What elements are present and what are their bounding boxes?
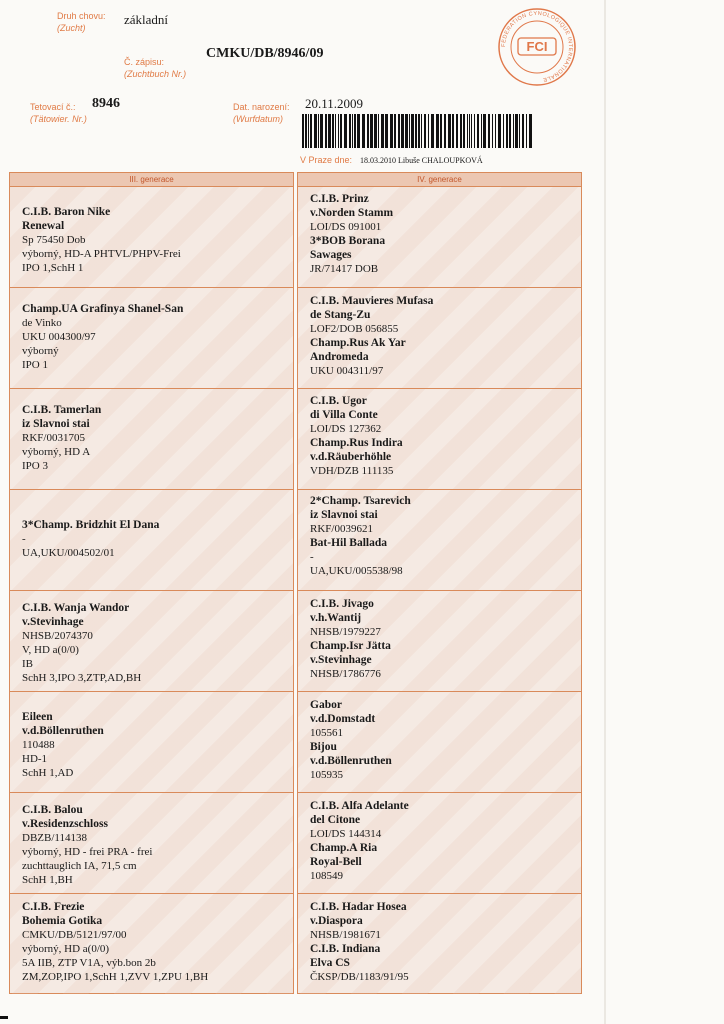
ancestor-line: v.h.Wantij xyxy=(310,612,362,624)
barcode-bar xyxy=(362,114,365,148)
barcode-bar xyxy=(314,114,317,148)
barcode-bar xyxy=(492,114,493,148)
barcode-bar xyxy=(340,114,342,148)
left-ancestor-cell xyxy=(10,287,293,388)
right-ancestor-cell xyxy=(298,186,581,287)
barcode-bar xyxy=(448,114,451,148)
barcode-bar xyxy=(367,114,369,148)
ancestor-line: HD-1 xyxy=(22,753,48,765)
column-header-generation-4: IV. generace xyxy=(298,173,581,187)
ancestor-line: v.Residenzschloss xyxy=(22,818,108,830)
barcode-bar xyxy=(390,114,393,148)
ancestor-line: NHSB/2074370 xyxy=(22,630,93,642)
barcode-bar xyxy=(483,114,486,148)
ancestor-line: C.I.B. Tamerlan xyxy=(22,404,102,416)
barcode-bar xyxy=(477,114,479,148)
ancestor-line: 108549 xyxy=(310,870,343,882)
barcode-bar xyxy=(424,114,426,148)
barcode-bar xyxy=(310,114,312,148)
barcode-bar xyxy=(519,114,520,148)
tetovaci-value: 8946 xyxy=(92,96,120,111)
ancestor-line: Champ.Rus Indira xyxy=(310,437,403,449)
ancestor-line: - xyxy=(22,533,26,545)
ancestor-line: UKU 004311/97 xyxy=(310,365,384,377)
ancestor-line: RKF/0031705 xyxy=(22,432,85,444)
barcode-bar xyxy=(338,114,339,148)
left-ancestor-cell xyxy=(10,186,293,287)
ancestor-line: IPO 1 xyxy=(22,359,48,371)
ancestor-line: Champ.A Ria xyxy=(310,842,378,854)
ancestor-line: Gabor xyxy=(310,699,342,711)
ancestor-line: v.Norden Stamm xyxy=(310,207,394,219)
ancestor-line: C.I.B. Baron Nike xyxy=(22,206,111,218)
barcode-bar xyxy=(352,114,353,148)
barcode-bar xyxy=(325,114,327,148)
left-ancestor-cell xyxy=(10,893,293,994)
ancestor-line: v.Stevinhage xyxy=(310,654,372,666)
ancestor-line: výborný, HD a(0/0) xyxy=(22,943,110,955)
barcode-bar xyxy=(481,114,482,148)
ancestor-line: NHSB/1979227 xyxy=(310,626,381,638)
barcode-bar xyxy=(385,114,388,148)
ancestor-line: IPO 3 xyxy=(22,460,48,472)
barcode-bar xyxy=(488,114,490,148)
ancestor-line: ZM,ZOP,IPO 1,SchH 1,ZVV 1,ZPU 1,BH xyxy=(22,971,209,983)
ancestor-line: Renewal xyxy=(22,220,65,232)
fci-seal-icon xyxy=(496,6,578,88)
barcode-bar xyxy=(381,114,384,148)
ancestor-line: de Vinko xyxy=(22,317,62,329)
ancestor-line: iz Slavnoi stai xyxy=(310,509,378,521)
barcode-bar xyxy=(401,114,404,148)
ancestor-line: SchH 1,AD xyxy=(22,767,74,779)
ancestor-line: IB xyxy=(22,658,33,670)
ancestor-line: zuchttauglich IA, 71,5 cm xyxy=(22,860,137,872)
barcode-bar xyxy=(452,114,454,148)
ancestor-line: výborný, HD A xyxy=(22,446,91,458)
barcode-bar xyxy=(349,114,351,148)
barcode-bar xyxy=(463,114,465,148)
ancestor-line: del Citone xyxy=(310,814,361,826)
ancestor-line: Champ.Rus Ak Yar xyxy=(310,337,406,349)
issue-line xyxy=(300,150,540,166)
ancestor-line: Elva CS xyxy=(310,957,350,969)
barcode-bar xyxy=(495,114,496,148)
column-generation-3 xyxy=(9,172,294,994)
druh-label: Druh chovu: (Zucht) xyxy=(57,11,106,33)
right-ancestor-cell xyxy=(298,590,581,691)
barcode-bar xyxy=(522,114,524,148)
ancestor-line: NHSB/1786776 xyxy=(310,668,381,680)
ancestor-line: v.Diaspora xyxy=(310,915,363,927)
barcode-bar xyxy=(357,114,360,148)
ancestor-line: Champ.Isr Jätta xyxy=(310,640,391,652)
barcode-bar xyxy=(378,114,379,148)
ancestor-line: v.Stevinhage xyxy=(22,616,84,628)
scan-mark xyxy=(0,1016,8,1019)
ancestor-line: LOF2/DOB 056855 xyxy=(310,323,399,335)
right-ancestor-cell xyxy=(298,388,581,489)
ancestor-line: UA,UKU/004502/01 xyxy=(22,547,115,559)
ancestor-line: C.I.B. Hadar Hosea xyxy=(310,901,407,913)
ancestor-line: Eileen xyxy=(22,711,53,723)
ancestor-line: JR/71417 DOB xyxy=(310,263,379,275)
ancestor-line: Sawages xyxy=(310,249,352,261)
barcode-bar xyxy=(344,114,347,148)
ancestor-line: - xyxy=(310,551,314,563)
column-generation-4 xyxy=(297,172,582,994)
pedigree-table xyxy=(9,172,582,994)
svg-text:FCI: FCI xyxy=(526,39,548,54)
barcode-bar xyxy=(436,114,439,148)
ancestor-line: 105935 xyxy=(310,769,343,781)
ancestor-line: Bohemia Gotika xyxy=(22,915,103,927)
ancestor-line: C.I.B. Jivago xyxy=(310,598,374,610)
barcode-bar xyxy=(440,114,442,148)
barcode-bar xyxy=(318,114,319,148)
ancestor-line: CMKU/DB/5121/97/00 xyxy=(22,929,127,941)
ancestor-line: LOI/DS 091001 xyxy=(310,221,382,233)
ancestor-line: Champ.UA Grafinya Shanel-San xyxy=(22,303,184,315)
ancestor-line: Sp 75450 Dob xyxy=(22,234,86,246)
barcode-bar xyxy=(467,114,468,148)
ancestor-line: 2*Champ. Tsarevich xyxy=(310,495,411,507)
ancestor-line: iz Slavnoi stai xyxy=(22,418,90,430)
barcode-bar xyxy=(370,114,373,148)
right-ancestor-cell xyxy=(298,691,581,792)
zapis-label: Č. zápisu: (Zuchtbuch Nr.) xyxy=(124,57,187,79)
ancestor-line: IPO 1,SchH 1 xyxy=(22,262,84,274)
barcode-bar xyxy=(498,114,501,148)
ancestor-line: 110488 xyxy=(22,739,55,751)
ancestor-line: UA,UKU/005538/98 xyxy=(310,565,403,577)
barcode-bar xyxy=(374,114,377,148)
ancestor-line: Royal-Bell xyxy=(310,856,362,868)
barcode-bar xyxy=(335,114,336,148)
narozeni-label: Dat. narození: (Wurfdatum) xyxy=(233,102,290,124)
druh-value: základní xyxy=(124,12,169,27)
ancestor-line: NHSB/1981671 xyxy=(310,929,381,941)
narozeni-value: 20.11.2009 xyxy=(305,96,364,111)
ancestor-line: C.I.B. Alfa Adelante xyxy=(310,800,409,812)
barcode-bar xyxy=(431,114,434,148)
barcode-bar xyxy=(456,114,458,148)
praze-label: V Praze dne: xyxy=(300,155,353,165)
barcode-bar xyxy=(354,114,356,148)
tetovaci-label: Tetovací č.: (Tätowier. Nr.) xyxy=(30,102,87,124)
ancestor-line: di Villa Conte xyxy=(310,409,378,421)
ancestor-line: Bat-Hil Ballada xyxy=(310,537,387,549)
left-ancestor-cell xyxy=(10,590,293,691)
ancestor-line: C.I.B. Balou xyxy=(22,804,83,816)
ancestor-line: výborný, HD-A PHTVL/PHPV-Frei xyxy=(22,248,181,260)
barcode-bar xyxy=(411,114,414,148)
barcode-bar xyxy=(506,114,508,148)
barcode-bar xyxy=(398,114,400,148)
ancestor-line: VDH/DZB 111135 xyxy=(310,465,394,477)
page-edge xyxy=(604,0,606,1024)
ancestor-line: DBZB/114138 xyxy=(22,832,87,844)
ancestor-line: výborný xyxy=(22,345,59,357)
ancestor-line: SchH 1,BH xyxy=(22,874,73,886)
barcode-bar xyxy=(444,114,446,148)
barcode-bar xyxy=(471,114,472,148)
ancestor-line: C.I.B. Mauvieres Mufasa xyxy=(310,295,434,307)
ancestor-line: v.d.Böllenruthen xyxy=(22,725,104,737)
barcode-bar xyxy=(526,114,527,148)
ancestor-line: de Stang-Zu xyxy=(310,309,371,321)
barcode-bar xyxy=(421,114,422,148)
svg-text:FEDERATION CYNOLOGIQUE INTERNA: FEDERATION CYNOLOGIQUE INTERNATIONALE xyxy=(500,10,574,83)
ancestor-line: V, HD a(0/0) xyxy=(22,644,79,656)
ancestor-line: Bijou xyxy=(310,741,337,753)
barcode-bar xyxy=(305,114,307,148)
ancestor-line: C.I.B. Wanja Wandor xyxy=(22,602,130,614)
ancestor-line: RKF/0039621 xyxy=(310,523,373,535)
barcode-bar xyxy=(328,114,331,148)
barcode-bar xyxy=(394,114,396,148)
right-ancestor-cell xyxy=(298,792,581,893)
right-ancestor-cell xyxy=(298,287,581,388)
barcode-bar xyxy=(320,114,323,148)
ancestor-line: 105561 xyxy=(310,727,343,739)
praze-value: 18.03.2010 Libuše CHALOUPKOVÁ xyxy=(360,156,483,165)
ancestor-line: 3*Champ. Bridzhit El Dana xyxy=(22,519,160,531)
left-ancestor-cell xyxy=(10,489,293,590)
barcode-bar xyxy=(529,114,532,148)
barcode-bar xyxy=(503,114,504,148)
ancestor-line: v.d.Böllenruthen xyxy=(310,755,392,767)
ancestor-line: UKU 004300/97 xyxy=(22,331,96,343)
ancestor-line: C.I.B. Indiana xyxy=(310,943,381,955)
ancestor-line: SchH 3,IPO 3,ZTP,AD,BH xyxy=(22,672,142,684)
barcode-bar xyxy=(513,114,514,148)
column-header-generation-3: III. generace xyxy=(10,173,293,187)
barcode-bar xyxy=(308,114,309,148)
barcode-bar xyxy=(302,114,304,148)
ancestor-line: LOI/DS 127362 xyxy=(310,423,382,435)
left-ancestor-cell xyxy=(10,792,293,893)
ancestor-line: C.I.B. Frezie xyxy=(22,901,85,913)
ancestor-line: LOI/DS 144314 xyxy=(310,828,382,840)
ancestor-line: C.I.B. Ugor xyxy=(310,395,367,407)
barcode-bar xyxy=(418,114,420,148)
left-ancestor-cell xyxy=(10,691,293,792)
barcode-bar xyxy=(415,114,417,148)
ancestor-line: výborný, HD - frei PRA - frei xyxy=(22,846,153,858)
ancestor-line: Andromeda xyxy=(310,351,369,363)
right-ancestor-cell xyxy=(298,489,581,590)
right-ancestor-cell xyxy=(298,893,581,994)
ancestor-line: 3*BOB Borana xyxy=(310,235,386,247)
ancestor-line: C.I.B. Prinz xyxy=(310,193,369,205)
barcode-icon xyxy=(300,112,532,150)
barcode-bar xyxy=(474,114,475,148)
barcode-bar xyxy=(515,114,518,148)
barcode-bar xyxy=(469,114,470,148)
barcode-bar xyxy=(409,114,410,148)
barcode-bar xyxy=(460,114,462,148)
barcode-bar xyxy=(509,114,511,148)
ancestor-line: v.d.Räuberhöhle xyxy=(310,451,392,463)
barcode-bar xyxy=(428,114,429,148)
barcode-bar xyxy=(405,114,408,148)
ancestor-line: 5A IIB, ZTP V1A, výb.bon 2b xyxy=(22,957,156,969)
ancestor-line: ČKSP/DB/1183/91/95 xyxy=(310,971,409,983)
left-ancestor-cell xyxy=(10,388,293,489)
barcode-bar xyxy=(332,114,334,148)
ancestor-line: v.d.Domstadt xyxy=(310,713,376,725)
zapis-value: CMKU/DB/8946/09 xyxy=(206,46,324,61)
